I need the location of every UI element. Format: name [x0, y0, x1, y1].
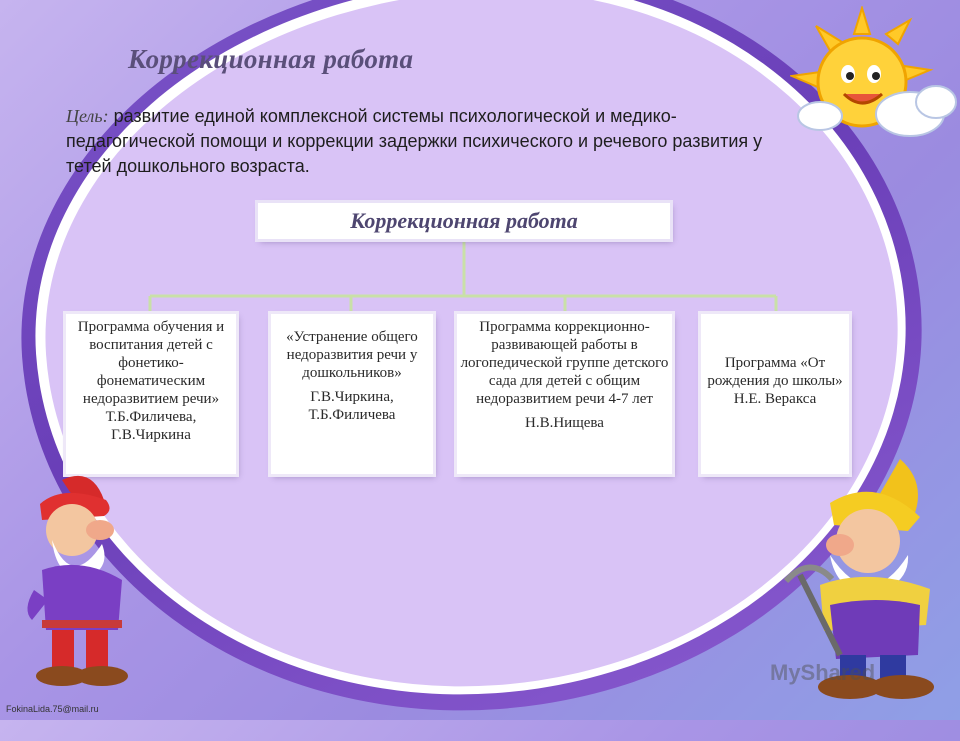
program-name: Программа коррекционно-развивающей работы в логопедической группе детского сада для детей с общим недоразвитием речи 4-7 лет	[460, 319, 669, 407]
page-title: Коррекционная работа	[128, 44, 414, 74]
diagram-root-box: Коррекционная работа	[258, 203, 670, 239]
watermark: MyShared	[770, 660, 876, 685]
goal-label: Цель:	[66, 106, 109, 126]
program-box-3	[457, 314, 672, 474]
program-box-2	[271, 314, 433, 474]
program-box-1	[66, 314, 236, 474]
program-name: «Устранение общего недоразвития речи у дошкольников»	[286, 329, 418, 381]
program-authors: Г.В.Чиркина, Т.Б.Филичева	[308, 389, 396, 423]
program-name: Программа обучения и воспитания детей с фонетико-фонематическим недоразвитием речи» Т.Б.Филичева, Г.В.Чиркина	[77, 319, 225, 443]
author-credit: FokinaLida.75@mail.ru	[6, 704, 99, 714]
program-name: Программа «От рождения до школы» Н.Е. Веракса	[707, 355, 843, 407]
program-box-4	[701, 314, 849, 474]
dwarf-left-illustration	[22, 470, 152, 700]
program-authors: Н.В.Нищева	[525, 415, 604, 431]
goal-description: развитие единой комплексной системы психологической и медико-педагогической помощи и коррекции задержки психического и речевого развития у тетей дошкольного возраста.	[66, 106, 763, 176]
